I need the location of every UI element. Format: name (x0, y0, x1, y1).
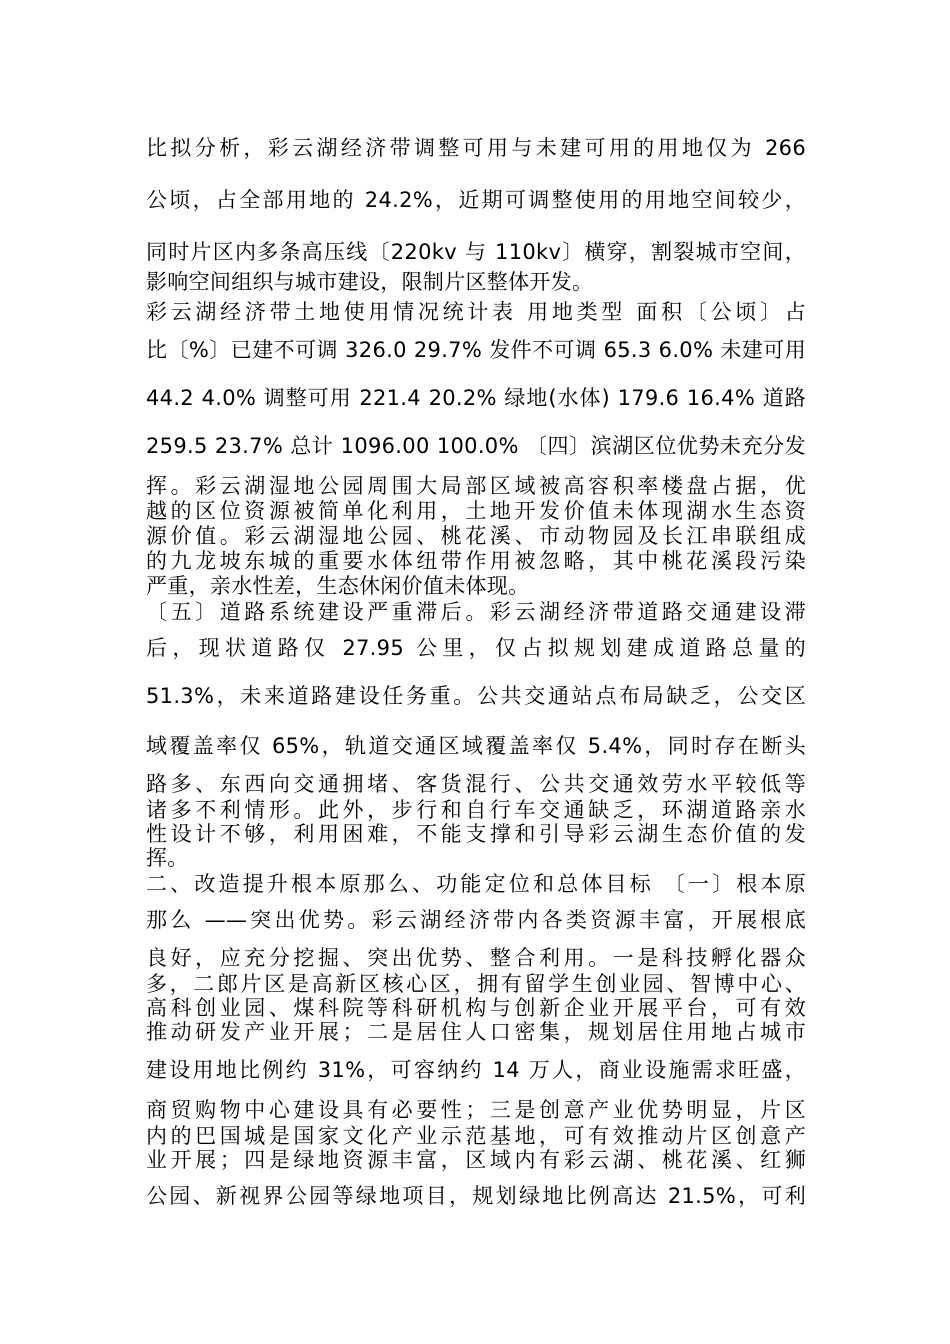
text-line: 的九龙坡东城的重要水体纽带作用被忽略，其中桃花溪段污染 (146, 549, 806, 573)
table-summary-line: 比〔%〕已建不可调 326.0 29.7% 发件不可调 65.3 6.0% 未建可用 (146, 338, 806, 362)
text-line: 公园、新视界公园等绿地项目，规划绿地比例高达 21.5%，可利 (146, 1184, 806, 1208)
section-heading-line: 〔五〕道路系统建设严重滞后。彩云湖经济带道路交通建设滞 (146, 600, 806, 624)
text-line: 内的巴国城是国家文化产业示范基地，可有效推动片区创意产 (146, 1124, 806, 1148)
text-line: 良好，应充分挖掘、突出优势、整合利用。一是科技孵化器众 (146, 946, 806, 970)
section-heading-line: 二、改造提升根本原那么、功能定位和总体目标 〔一〕根本原 (146, 872, 806, 896)
text-line: 建设用地比例约 31%，可容纳约 14 万人，商业设施需求旺盛， (146, 1058, 806, 1082)
text-line: 越的区位资源被简单化利用，土地开发价值未体现湖水生态资 (146, 499, 806, 523)
text-line: 业开展；四是绿地资源丰富，区域内有彩云湖、桃花溪、红狮 (146, 1148, 806, 1172)
text-line: 同时片区内多条高压线〔220kv 与 110kv〕横穿，割裂城市空间， (146, 240, 806, 264)
text-line: 路多、东西向交通拥堵、客货混行、公共交通效劳水平较低等 (146, 772, 806, 796)
text-line: 推动研发产业开展；二是居住人口密集，规划居住用地占城市 (146, 1020, 806, 1044)
text-line: 严重，亲水性差，生态休闲价值未体现。 (146, 574, 530, 598)
table-summary-line: 44.2 4.0% 调整可用 221.4 20.2% 绿地(水体) 179.6 16.4% 道路 (146, 386, 806, 410)
text-line: 比拟分析，彩云湖经济带调整可用与未建可用的用地仅为 266 (146, 136, 806, 160)
text-line: 域覆盖率仅 65%，轨道交通区域覆盖率仅 5.4%，同时存在断头 (146, 734, 806, 758)
text-line: 商贸购物中心建设具有必要性；三是创意产业优势明显，片区 (146, 1098, 806, 1122)
text-line: 公顷，占全部用地的 24.2%，近期可调整使用的用地空间较少， (146, 188, 806, 212)
text-line: 挥。彩云湖湿地公园周围大局部区域被高容积率楼盘占据，优 (146, 474, 806, 498)
table-summary-line: 彩云湖经济带土地使用情况统计表 用地类型 面积〔公顷〕占 (146, 300, 806, 324)
section-heading-line: 259.5 23.7% 总计 1096.00 100.0% 〔四〕滨湖区位优势未充分发 (146, 434, 806, 458)
text-line: 51.3%，未来道路建设任务重。公共交通站点布局缺乏，公交区 (146, 684, 806, 708)
text-line: 那么 ——突出优势。彩云湖经济带内各类资源丰富，开展根底 (146, 908, 806, 932)
text-line: 源价值。彩云湖湿地公园、桃花溪、市动物园及长江串联组成 (146, 524, 806, 548)
text-line: 挥。 (146, 846, 189, 870)
text-line: 影响空间组织与城市建设，限制片区整体开发。 (146, 270, 594, 294)
text-line: 后，现状道路仅 27.95 公里，仅占拟规划建成道路总量的 (146, 636, 806, 660)
text-line: 诸多不利情形。此外，步行和自行车交通缺乏，环湖道路亲水 (146, 798, 806, 822)
text-line: 多，二郎片区是高新区核心区，拥有留学生创业园、智博中心、 (146, 972, 806, 996)
text-line: 性设计不够，利用困难，不能支撑和引导彩云湖生态价值的发 (146, 822, 806, 846)
text-line: 高科创业园、煤科院等科研机构与创新企业开展平台，可有效 (146, 996, 806, 1020)
